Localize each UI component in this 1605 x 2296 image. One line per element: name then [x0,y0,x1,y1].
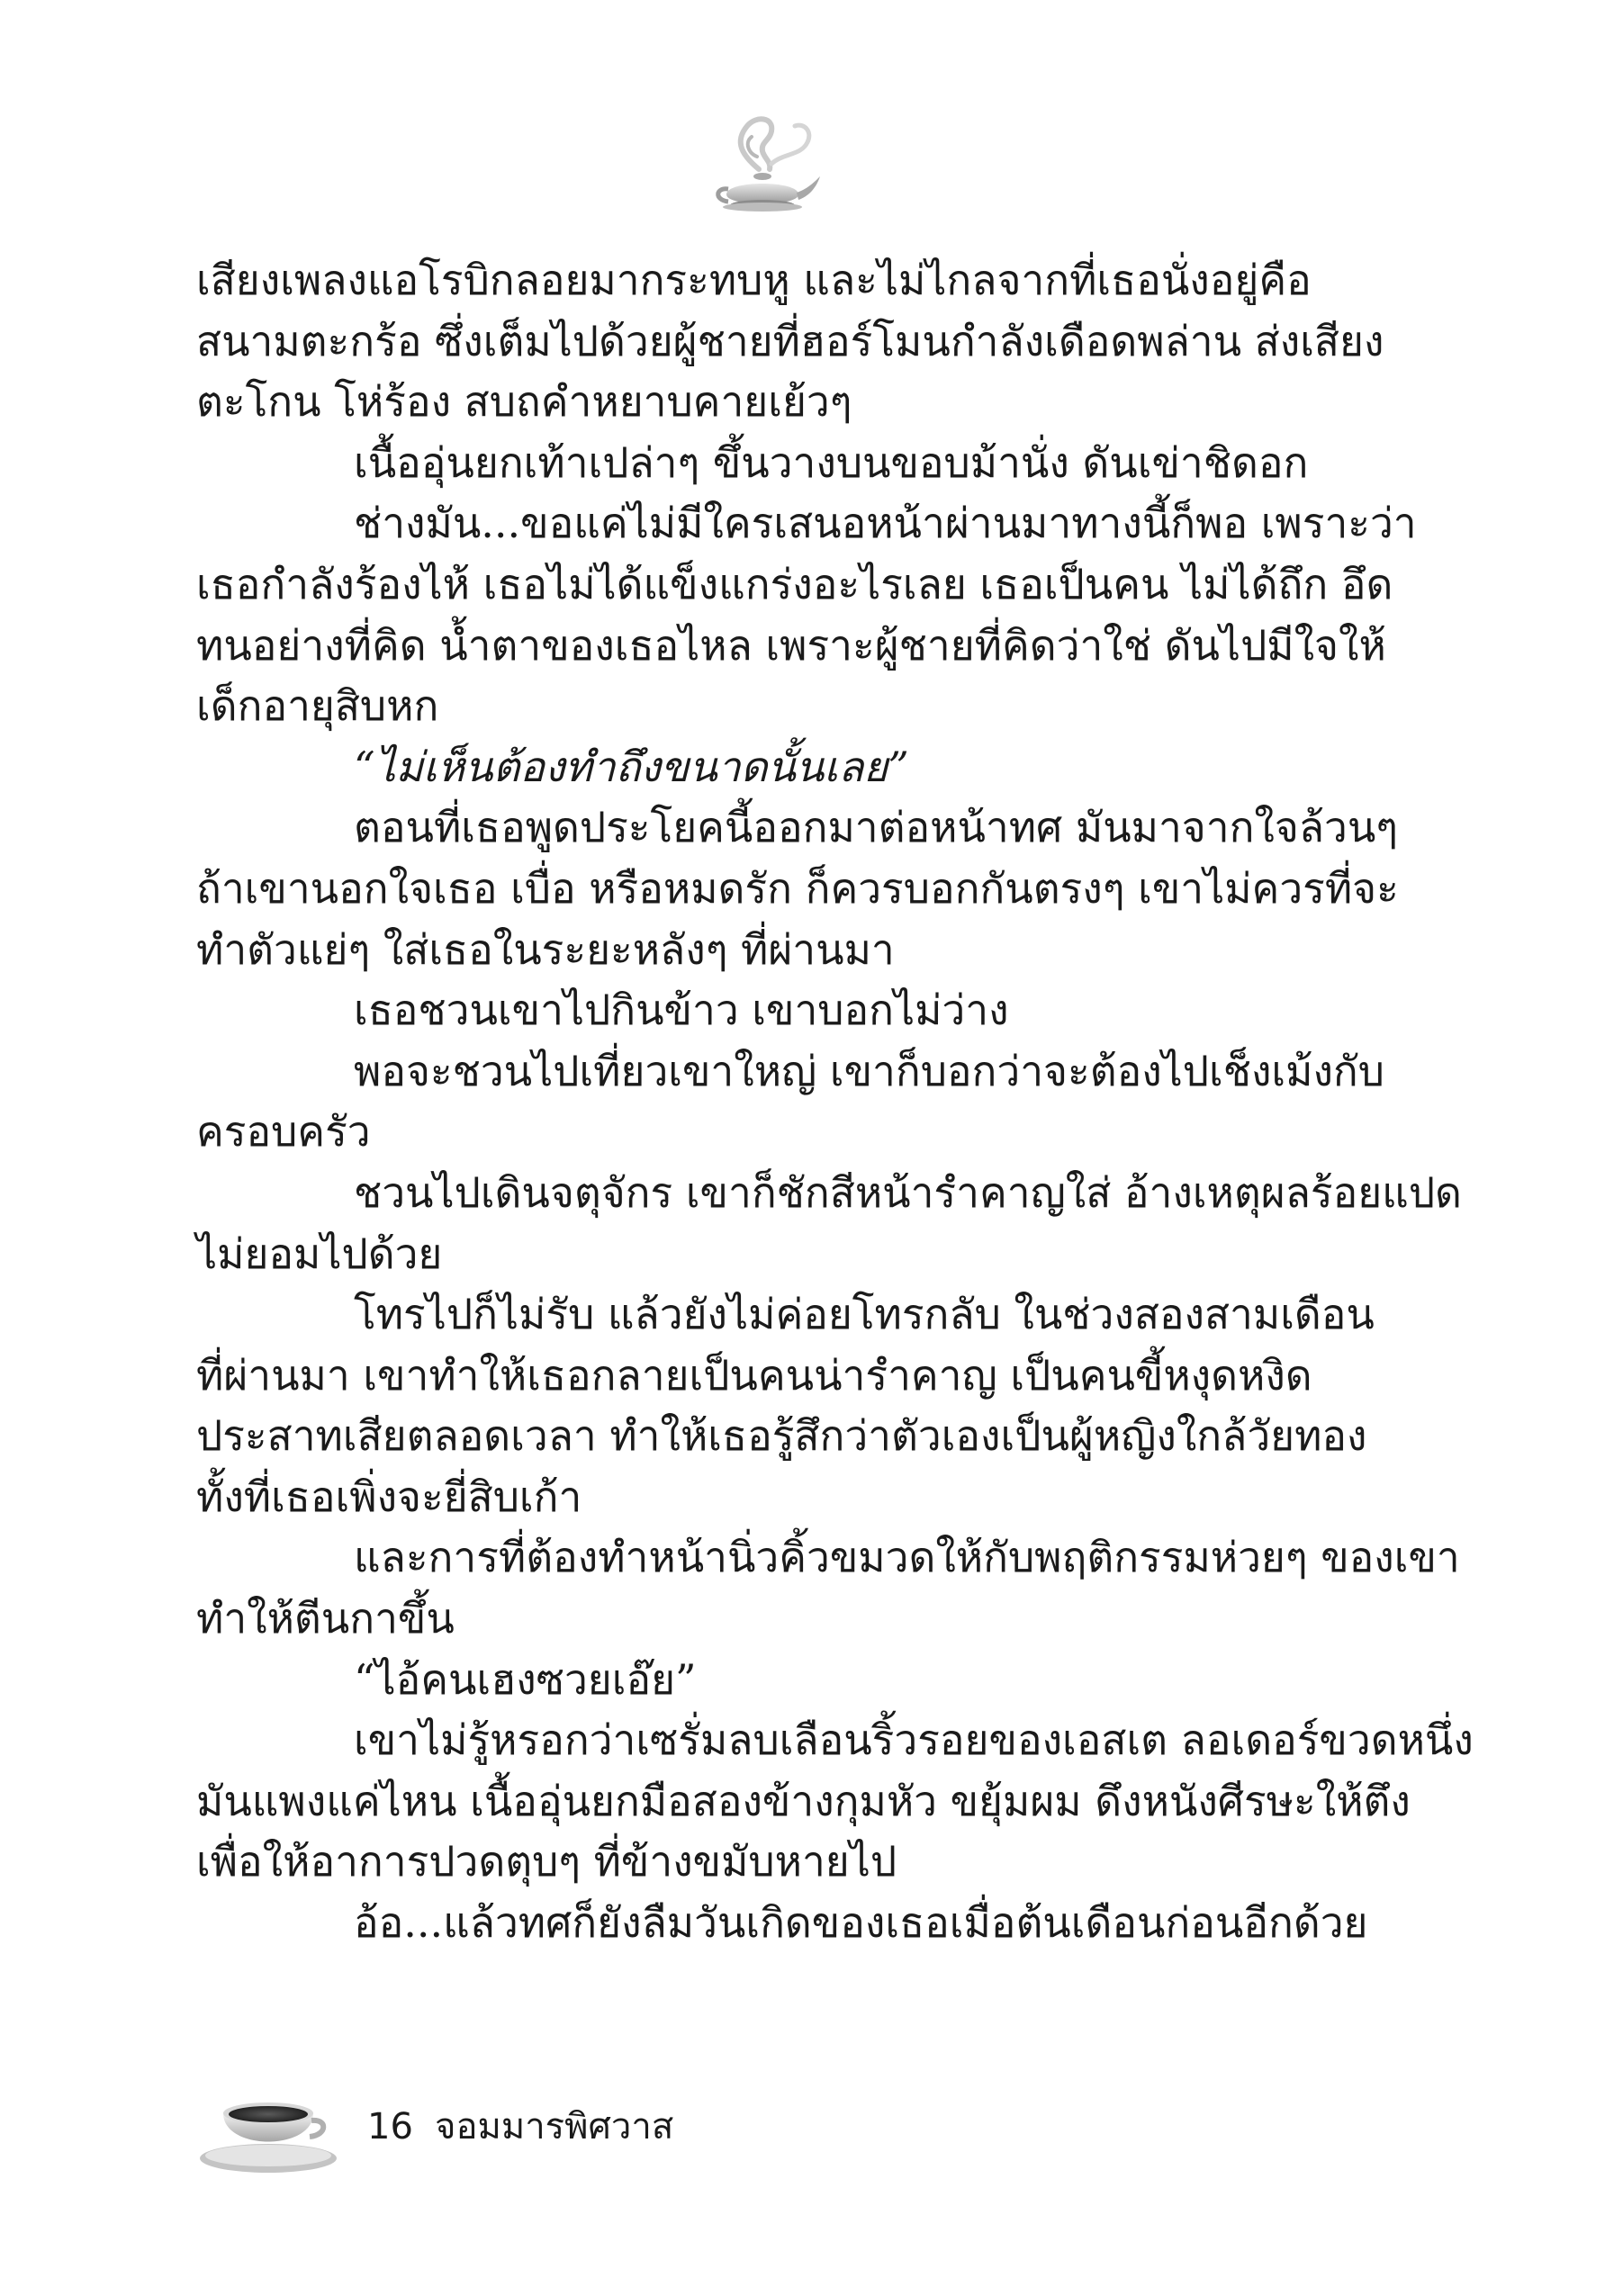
body-line: ตะโกน โห่ร้อง สบถคำหยาบคายเย้วๆ [196,377,852,427]
body-line: เนื้ออุ่นยกเท้าเปล่าๆ ขึ้นวางบนขอบม้านั่ง ดันเข่าชิดอก [354,437,1309,487]
body-line: เด็กอายุสิบหก [196,681,439,731]
body-line: ช่างมัน...ขอแค่ไม่มีใครเสนอหน้าผ่านมาทางนี้ก็พอ เพราะว่า [354,499,1417,548]
body-line: โทรไปก็ไม่รับ แล้วยังไม่ค่อยโทรกลับ ในช่วงสองสามเดือน [354,1290,1375,1339]
teapot-steam-icon [707,106,824,228]
body-line: ครอบครัว [196,1107,371,1157]
page-number: 16 [367,2106,413,2147]
coffee-cup-icon [196,2079,340,2178]
body-line: ทนอย่างที่คิด น้ำตาของเธอไหล เพราะผู้ชายที่คิดว่าใช่ ดันไปมีใจให้ [196,620,1386,670]
dialogue-line: “ไม่เห็นต้องทำถึงขนาดนั้นเลย” [354,742,909,791]
page-body [196,250,1474,1954]
body-line: อ้อ...แล้วทศก็ยังลืมวันเกิดของเธอเมื่อต้นเดือนก่อนอีกด้วย [354,1898,1368,1948]
book-title: จอมมารพิศวาส [435,2106,674,2147]
body-line: มันแพงแค่ไหน เนื้ออุ่นยกมือสองข้างกุมหัว ขยุ้มผม ดึงหนังศีรษะให้ตึง [196,1776,1411,1825]
body-line: ไม่ยอมไปด้วย [196,1229,443,1278]
body-line: สนามตะกร้อ ซึ่งเต็มไปด้วยผู้ชายที่ฮอร์โมนกำลังเดือดพล่าน ส่งเสียง [196,316,1384,365]
body-line: ทำตัวแย่ๆ ใส่เธอในระยะหลังๆ ที่ผ่านมา [196,924,895,974]
body-line: ประสาทเสียตลอดเวลา ทำให้เธอรู้สึกว่าตัวเองเป็นผู้หญิงใกล้วัยทอง [196,1411,1367,1461]
body-line: เขาไม่รู้หรอกว่าเซรั่มลบเลือนริ้วรอยของเอสเต ลอเดอร์ขวดหนึ่ง [354,1715,1474,1765]
body-line: ทำให้ตีนกาขึ้น [196,1594,455,1643]
body-line: เพื่อให้อาการปวดตุบๆ ที่ข้างขมับหายไป [196,1837,897,1886]
page-footer [196,2079,826,2178]
body-line: ชวนไปเดินจตุจักร เขาก็ชักสีหน้ารำคาญใส่ อ้างเหตุผลร้อยแปด [354,1167,1462,1217]
body-line: เธอชวนเขาไปกินข้าว เขาบอกไม่ว่าง [354,986,1009,1035]
body-line: พอจะชวนไปเที่ยวเขาใหญ่ เขาก็บอกว่าจะต้องไปเช็งเม้งกับ [354,1046,1384,1095]
body-line: ที่ผ่านมา เขาทำให้เธอกลายเป็นคนน่ารำคาญ เป็นคนขี้หงุดหงิด [196,1350,1312,1400]
body-line: และการที่ต้องทำหน้านิ่วคิ้วขมวดให้กับพฤติกรรมห่วยๆ ของเขา [354,1533,1460,1582]
body-line: ตอนที่เธอพูดประโยคนี้ออกมาต่อหน้าทศ มันมาจากใจล้วนๆ [354,803,1399,852]
body-line: ทั้งที่เธอเพิ่งจะยี่สิบเก้า [196,1472,582,1521]
dialogue-line: “ไอ้คนเฮงซวยเอ๊ย” [354,1654,697,1704]
body-line: ถ้าเขานอกใจเธอ เบื่อ หรือหมดรัก ก็ควรบอกกันตรงๆ เขาไม่ควรที่จะ [196,863,1399,913]
body-line: เสียงเพลงแอโรบิกลอยมากระทบหู และไม่ไกลจากที่เธอนั่งอยู่คือ [196,256,1312,304]
body-line: เธอกำลังร้องไห้ เธอไม่ได้แข็งแกร่งอะไรเลย เธอเป็นคน ไม่ได้ถึก อึด [196,559,1393,608]
